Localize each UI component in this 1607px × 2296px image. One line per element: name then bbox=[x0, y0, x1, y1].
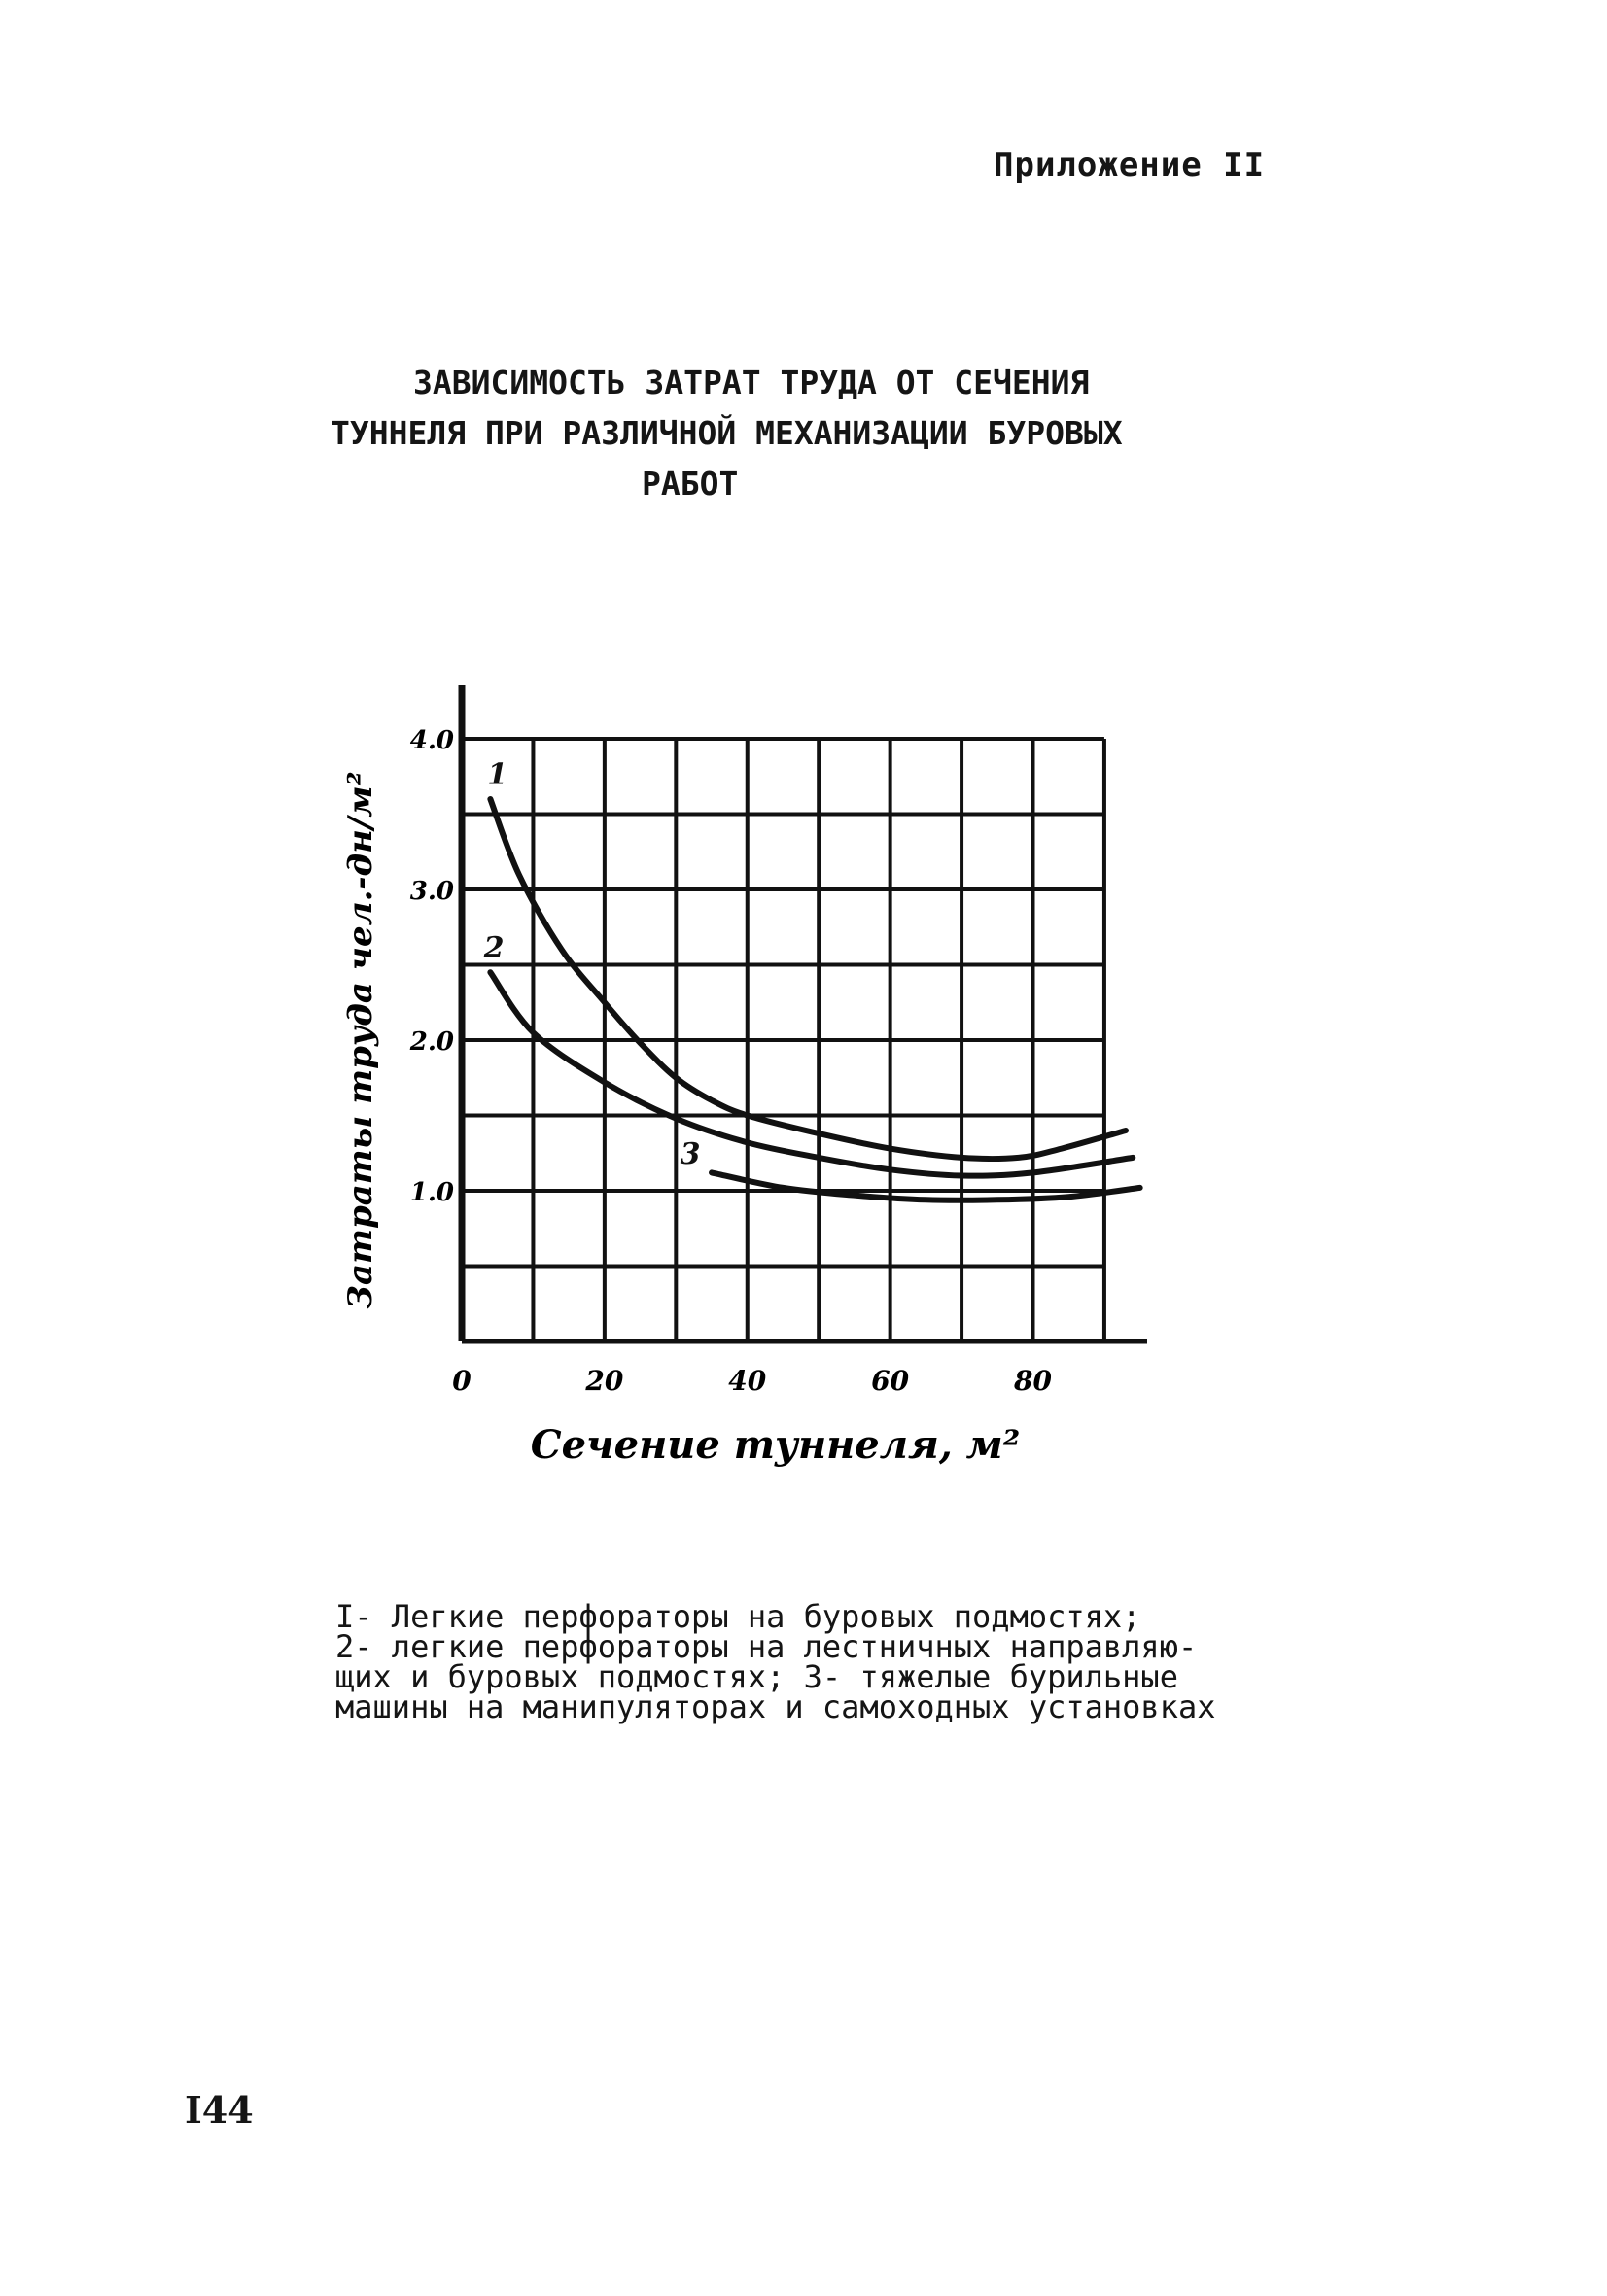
curve-label-3: 3 bbox=[680, 1137, 701, 1172]
series-line-1 bbox=[490, 799, 1126, 1159]
chart-grid bbox=[462, 739, 1104, 1341]
x-tick-label: 20 bbox=[585, 1365, 624, 1397]
legend-line-2: 2- легкие перфораторы на лестничных направляю- bbox=[335, 1628, 1198, 1665]
chart bbox=[321, 671, 1225, 1478]
chart-series bbox=[490, 799, 1139, 1200]
y-tick-label: 4.0 bbox=[409, 726, 454, 755]
title-line-3: РАБОТ bbox=[642, 465, 739, 503]
x-axis-label: Сечение туннеля, м² bbox=[530, 1422, 1021, 1468]
title-line-1: ЗАВИСИМОСТЬ ЗАТРАТ ТРУДА ОТ СЕЧЕНИЯ bbox=[413, 364, 1090, 401]
page-number: I44 bbox=[185, 2088, 254, 2132]
x-tick-label: 40 bbox=[728, 1365, 767, 1397]
legend bbox=[335, 1598, 1327, 1725]
series-line-2 bbox=[490, 972, 1133, 1175]
chart-ticks bbox=[409, 726, 1053, 1397]
y-axis-label: Затраты труда чел.-дн/м² bbox=[341, 771, 380, 1309]
curve-label-1: 1 bbox=[487, 757, 508, 792]
legend-line-1: I- Легкие перфораторы на буровых подмостях; bbox=[335, 1598, 1141, 1635]
chart-title bbox=[331, 358, 1303, 509]
y-tick-label: 1.0 bbox=[409, 1178, 454, 1207]
y-tick-label: 3.0 bbox=[409, 877, 454, 906]
legend-line-4: машины на манипуляторах и самоходных установках bbox=[335, 1688, 1216, 1725]
x-tick-label: 60 bbox=[871, 1365, 910, 1397]
title-line-2: ТУННЕЛЯ ПРИ РАЗЛИЧНОЙ МЕХАНИЗАЦИИ БУРОВЫХ bbox=[331, 414, 1123, 452]
chart-axes bbox=[462, 685, 1147, 1341]
legend-line-3: щих и буровых подмостях; 3- тяжелые бурильные bbox=[335, 1658, 1178, 1695]
appendix-label: Приложение II bbox=[994, 146, 1266, 185]
x-tick-label: 80 bbox=[1014, 1365, 1052, 1397]
curve-label-2: 2 bbox=[483, 930, 505, 965]
y-tick-label: 2.0 bbox=[409, 1027, 454, 1057]
series-line-3 bbox=[712, 1172, 1140, 1200]
x-tick-label: 0 bbox=[452, 1365, 472, 1397]
